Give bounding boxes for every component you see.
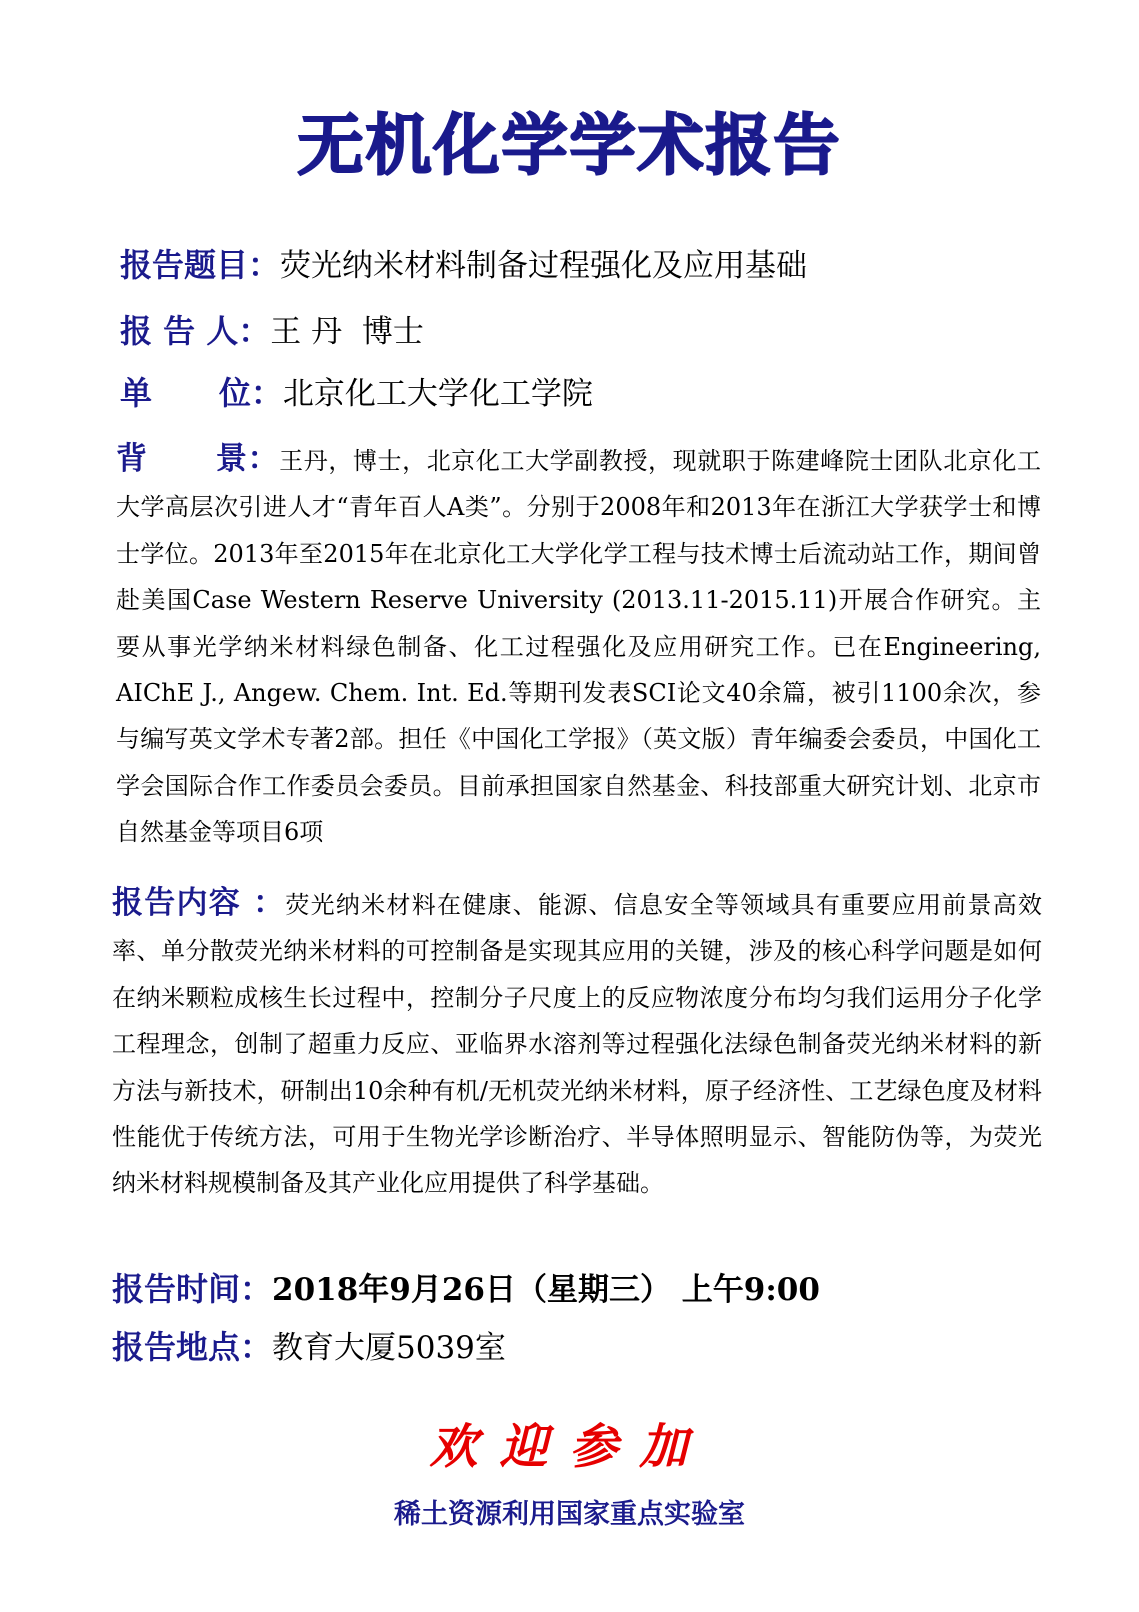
place-label: 报告地点： xyxy=(112,1328,273,1366)
affiliation-label: 单 位： xyxy=(120,374,283,412)
affiliation-value: 北京化工大学化工学院 xyxy=(282,376,593,412)
place-row xyxy=(112,1322,506,1368)
speaker-label: 报 告 人： xyxy=(120,312,271,350)
poster-title: 无机化学学术报告 xyxy=(297,107,842,184)
speaker-value: 王 丹 博士 xyxy=(270,314,424,350)
background-text: 王丹，博士，北京化工大学副教授，现就职于陈建峰院士团队北京化工大学高层次引进人才“青年百人A类”。分别于2008年和2013年在浙江大学获学士和博士学位。2013年至2015年在北京化工大学化学工程与技术博士后流动站工作，期间曾赴美国Case Western Reserve University (2013.11-2015.11)开展合作研究。主要从事光学纳米材料绿色制备、化工过程强化及应用研究工作。已在Engineering, AIChE J., Angew. Chem. Int. Ed.等期刊发表SCI论文40余篇，被引1100余次，参与编写英文学术专著2部。担任《中国化工学报》（英文版）青年编委会委员，中国化工学会国际合作工作委员会委员。目前承担国家自然基金、科技部重大研究计划、北京市自然基金等项目6项 xyxy=(116,447,1041,847)
welcome-banner: 欢迎参加 xyxy=(429,1419,710,1475)
content-text: 荧光纳米材料在健康、能源、信息安全等领域具有重要应用前景高效率、单分散荧光纳米材料的可控制备是实现其应用的关键，涉及的核心科学问题是如何在纳米颗粒成核生长过程中，控制分子尺度上的反应物浓度分布均匀我们运用分子化学工程理念，创制了超重力反应、亚临界水溶剂等过程强化法绿色制备荧光纳米材料的新方法与新技术，研制出10余种有机/无机荧光纳米材料，原子经济性、工艺绿色度及材料性能优于传统方法，可用于生物光学诊断治疗、半导体照明显示、智能防伪等，为荧光纳米材料规模制备及其产业化应用提供了科学基础。 xyxy=(112,891,1042,1198)
topic-row xyxy=(120,240,807,286)
affiliation-row xyxy=(120,368,593,414)
time-row xyxy=(112,1264,820,1310)
background-label: 背 景： xyxy=(116,441,280,477)
time-label: 报告时间： xyxy=(112,1270,273,1308)
topic-value: 荧光纳米材料制备过程强化及应用基础 xyxy=(280,248,808,284)
organizer-name: 稀土资源利用国家重点实验室 xyxy=(394,1499,745,1530)
time-value: 2018年9月26日（星期三） 上午9:00 xyxy=(272,1272,820,1308)
content-section xyxy=(112,880,1042,1207)
content-label: 报告内容 ： xyxy=(112,885,286,921)
speaker-row xyxy=(120,306,424,352)
place-value: 教育大厦5039室 xyxy=(272,1330,506,1366)
topic-label: 报告题目： xyxy=(120,246,281,284)
background-section xyxy=(116,436,1041,856)
